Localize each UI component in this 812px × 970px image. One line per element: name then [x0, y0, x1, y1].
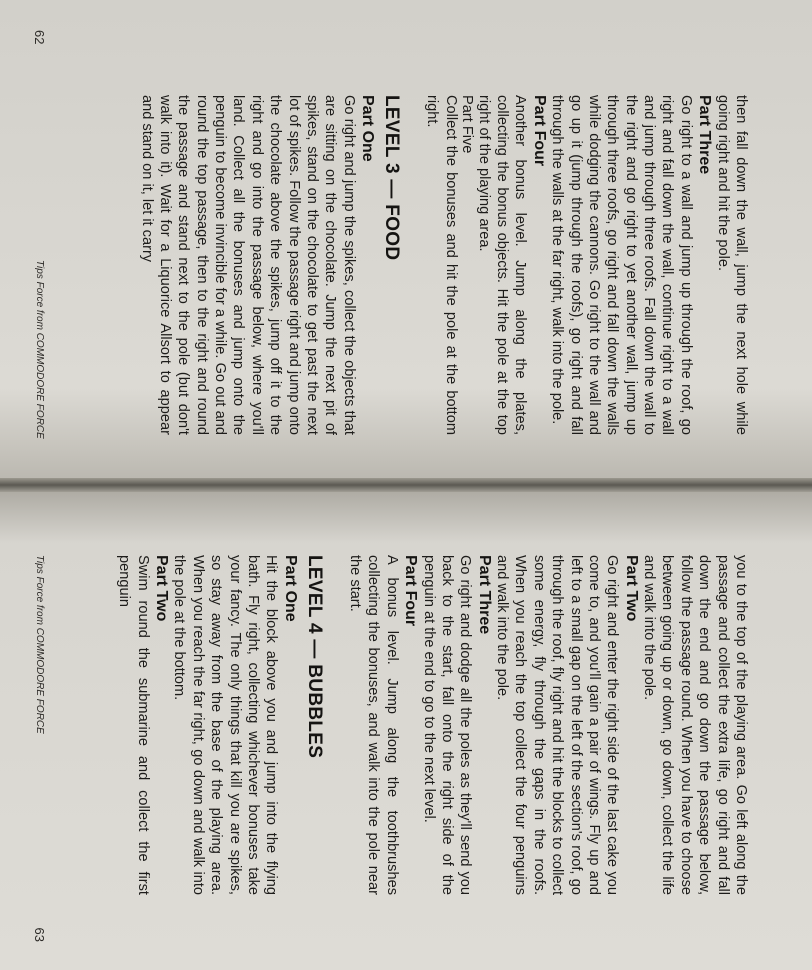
body-paragraph: then fall down the wall, jump the next hole while going right and hit the pole.: [714, 95, 749, 435]
level-heading: LEVEL 3 — FOOD: [381, 95, 402, 261]
part-heading: Part One: [359, 95, 377, 162]
body-paragraph: Swim round the submarine and collect the first penguin: [116, 555, 151, 895]
book-gutter: [0, 478, 812, 492]
left-page-number: 62: [32, 30, 47, 45]
body-paragraph: Go right and jump the spikes, collect the objects that are sitting on the chocolate. Jump the next pit of spikes, stand on the chocolate to get past the next lot of spikes. Follow the passage right and jump onto the chocolate above the spikes, jump off it to the right and go into the passage below, where you'll land. Collect all the bonuses and jump onto the penguin to become invincible for a while. Go out and round the top passage, then to the right and round the passage and stand next to the pole (but don't walk into it). Wait for a Liquorice Allsort to appear and stand on it, let it carry: [138, 95, 357, 435]
part-heading: Part Three: [475, 555, 493, 635]
body-paragraph: Go right and enter the right side of the last cake you come to, and you'll gain a pair of wings. Fly up and left to a small gap on the left of the section's roof, go through the roof, fly right and hit the blocks to collect some energy, fly through the gaps in the roofs. When you reach the top collect the four penguins and walk into the pole.: [494, 555, 621, 895]
part-heading: Part Four: [402, 555, 420, 627]
right-page-text-column: [115, 555, 750, 895]
right-page: [0, 485, 812, 970]
left-page-text-column: [137, 95, 750, 435]
part-heading: Part Four: [530, 95, 548, 167]
body-paragraph: Another bonus level. Jump along the plates, collecting the bonus objects. Hit the pole at the top right of the playing area.: [475, 95, 529, 435]
part-heading: Part Three: [696, 95, 714, 175]
body-paragraph: you to the top of the playing area. Go left along the passage and collect the extra life, go right and fall down the end and go down the passage below, follow the passage round. When you have to choose between going up or down, go down, collect the life and walk into the pole.: [641, 555, 749, 895]
part-heading: Part One: [281, 555, 299, 622]
right-page-number: 63: [32, 927, 47, 942]
level-heading: LEVEL 4 — BUBBLES: [303, 555, 325, 759]
body-paragraph: Go right and dodge all the poles as they'll send you back to the start, fall onto the right side of the penguin at the end to go to the next level.: [420, 555, 474, 895]
right-page-footer: Tips Force from COMMODORE FORCE: [34, 555, 45, 734]
left-page-footer: Tips Force from COMMODORE FORCE: [34, 260, 45, 439]
body-paragraph: Go right to a wall and jump up through the roof, go right and fall down the wall, continue right to a wall and jump through three roofs. Fall down the wall to the right and go right to yet another wall, jump up through three roofs, go right and fall down the walls while dodging the cannons. Go right to the wall and go up it (jump through the roofs), go right and fall through the walls at the far right, walk into the pole.: [549, 95, 694, 435]
body-paragraph: A bonus level. Jump along the toothbrushes collecting the bonuses, and walk into the pole near the start.: [347, 555, 400, 895]
body-paragraph: Hit the block above you and jump into the flying bath. Fly right, collecting whichever bonuses take your fancy. The only things that kill you are spikes, so stay away from the base of the playing area. When you reach the far right, go down and walk into the pole at the bottom.: [171, 555, 280, 895]
part-heading: Part Two: [153, 555, 171, 622]
body-paragraph: Collect the bonuses and hit the pole at the bottom right.: [424, 95, 459, 435]
part-heading: Part Five: [459, 95, 476, 154]
part-heading: Part Two: [622, 555, 640, 622]
